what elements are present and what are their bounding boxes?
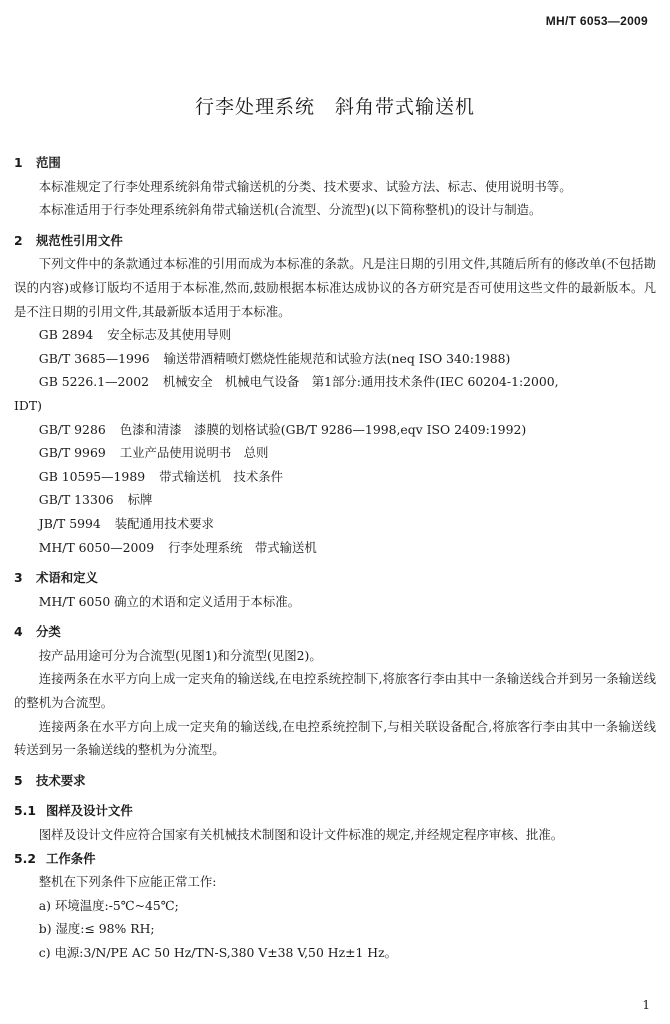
section-title: 术语和定义 [36, 570, 98, 586]
section-heading-scope [14, 151, 656, 175]
section-heading-classification [14, 620, 656, 644]
section-number: 2 [14, 232, 23, 248]
section-title: 规范性引用文件 [36, 232, 123, 248]
reference-item [14, 323, 656, 347]
list-item: c) 电源:3/N/PE AC 50 Hz/TN-S,380 V±38 V,50 Hz±1 Hz。 [38, 945, 398, 960]
section-title: 技术要求 [36, 772, 86, 788]
reference-item [14, 418, 656, 442]
paragraph: 下列文件中的条款通过本标准的引用而成为本标准的条款。凡是注日期的引用文件,其随后所有的修改单(不包括勘误的内容)或修订版均不适用于本标准,然而,鼓励根据本标准达成协议的各方研究是否可使用这些文件的最新版本。凡是不注日期的引用文件,其最新版本适用于本标准。 [14, 256, 656, 319]
list-item: a) 环境温度:-5℃~45℃; [38, 897, 179, 913]
subsection-title: 工作条件 [46, 850, 96, 866]
section-number: 1 [14, 155, 23, 170]
paragraph: 本标准规定了行李处理系统斜角带式输送机的分类、技术要求、试验方法、标志、使用说明书等。 [38, 178, 572, 194]
reference-title: 工业产品使用说明书 总则 [119, 445, 269, 461]
reference-item [14, 536, 656, 560]
reference-code: GB/T 3685—1996 [38, 350, 150, 366]
paragraph: MH/T 6050 确立的术语和定义适用于本标准。 [38, 593, 300, 609]
reference-item [14, 370, 656, 417]
reference-title: 装配通用技术要求 [114, 515, 214, 531]
reference-code: JB/T 5994 [38, 515, 101, 531]
subsection-heading-drawings [14, 799, 656, 823]
section-title: 范围 [36, 155, 61, 170]
reference-code: GB 2894 [38, 327, 94, 343]
reference-code: GB 10595—1989 [38, 468, 146, 484]
reference-code: GB 5226.1—2002 [38, 374, 150, 390]
section-title: 分类 [36, 624, 61, 640]
paragraph: 连接两条在水平方向上成一定夹角的输送线,在电控系统控制下,将旅客行李由其中一条输送线合并到另一条输送线的整机为合流型。 [14, 671, 656, 711]
paragraph: 整机在下列条件下应能正常工作: [38, 874, 217, 890]
document-body [14, 151, 656, 965]
reference-title: 标牌 [127, 492, 153, 508]
reference-title: 机械安全 机械电气设备 第1部分:通用技术条件(IEC 60204-1:2000, [163, 374, 559, 390]
section-number: 4 [14, 624, 23, 640]
reference-title: 行李处理系统 带式输送机 [168, 539, 317, 555]
section-heading-terms [14, 566, 656, 590]
paragraph: 本标准适用于行李处理系统斜角带式输送机(合流型、分流型)(以下简称整机)的设计与制造。 [38, 202, 542, 218]
reference-code: MH/T 6050—2009 [38, 539, 155, 555]
reference-title: 输送带酒精喷灯燃烧性能规范和试验方法(neq ISO 340:1988) [163, 350, 511, 366]
section-number: 3 [14, 570, 23, 586]
reference-item [14, 347, 656, 371]
paragraph: 按产品用途可分为合流型(见图1)和分流型(见图2)。 [38, 647, 322, 663]
subsection-title: 图样及设计文件 [46, 803, 133, 819]
reference-item [14, 512, 656, 536]
document-title: 行李处理系统 斜角带式输送机 [194, 96, 475, 118]
page-number: 1 [642, 998, 650, 1012]
reference-title-continuation: IDT) [14, 397, 42, 413]
standard-code: MH/T 6053—2009 [545, 14, 648, 28]
subsection-heading-working-conditions [14, 847, 656, 871]
paragraph: 连接两条在水平方向上成一定夹角的输送线,在电控系统控制下,与相关联设备配合,将旅客行李由其中一条输送线转送到另一条输送线的整机为分流型。 [14, 718, 656, 758]
list-item: b) 湿度:≤ 98% RH; [38, 921, 155, 937]
reference-item [14, 488, 656, 512]
reference-code: GB/T 13306 [38, 492, 114, 508]
section-heading-technical-requirements [14, 769, 656, 793]
section-heading-normative-references [14, 229, 656, 253]
reference-code: GB/T 9286 [38, 421, 106, 437]
paragraph: 图样及设计文件应符合国家有关机械技术制图和设计文件标准的规定,并经规定程序审核、批准。 [38, 827, 564, 843]
subsection-number: 5.1 [14, 803, 36, 819]
reference-title: 安全标志及其使用导则 [107, 327, 232, 343]
section-number: 5 [14, 772, 23, 788]
reference-item [14, 465, 656, 489]
reference-item [14, 441, 656, 465]
reference-title: 色漆和清漆 漆膜的划格试验(GB/T 9286—1998,eqv ISO 2409:1992) [119, 421, 527, 437]
reference-code: GB/T 9969 [38, 445, 106, 461]
subsection-number: 5.2 [14, 850, 36, 866]
reference-title: 带式输送机 技术条件 [159, 468, 283, 484]
